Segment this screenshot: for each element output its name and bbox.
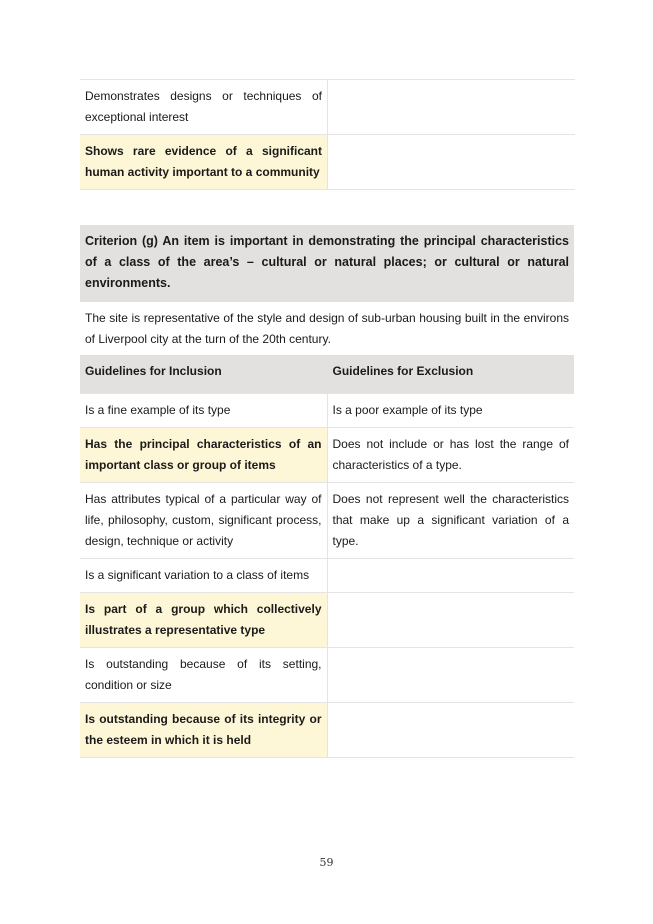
table-row	[80, 559, 574, 593]
page-number: 59	[319, 856, 334, 869]
inclusion-cell: Is a significant variation to a class of items	[80, 559, 327, 593]
exclusion-cell	[327, 593, 574, 648]
exclusion-cell: Does not represent well the characteristics that make up a significant variation of a type.	[327, 483, 574, 559]
criterion-g-table	[80, 225, 574, 758]
continued-guidelines-table	[80, 79, 575, 190]
table-row	[80, 593, 574, 648]
inclusion-cell: Shows rare evidence of a significant human activity important to a community	[80, 135, 328, 190]
exclusion-header: Guidelines for Exclusion	[327, 355, 574, 394]
column-header-row	[80, 355, 574, 394]
criterion-heading: Criterion (g) An item is important in demonstrating the principal characteristics of a class of the area’s – cultural or natural places; or cultural or natural environments.	[80, 225, 574, 302]
table-row	[80, 428, 574, 483]
inclusion-header: Guidelines for Inclusion	[80, 355, 327, 394]
inclusion-cell: Is part of a group which collectively illustrates a representative type	[80, 593, 327, 648]
criterion-heading-row	[80, 225, 574, 302]
site-statement-row	[80, 302, 574, 355]
inclusion-cell: Demonstrates designs or techniques of exceptional interest	[80, 80, 328, 135]
inclusion-cell: Is outstanding because of its integrity or the esteem in which it is held	[80, 703, 327, 758]
exclusion-cell	[328, 135, 576, 190]
table-row	[80, 703, 574, 758]
table-row	[80, 648, 574, 703]
exclusion-cell: Does not include or has lost the range of characteristics of a type.	[327, 428, 574, 483]
inclusion-cell: Is outstanding because of its setting, condition or size	[80, 648, 327, 703]
exclusion-cell	[327, 703, 574, 758]
table-row	[80, 394, 574, 428]
table-row	[80, 135, 575, 190]
exclusion-cell: Is a poor example of its type	[327, 394, 574, 428]
site-statement: The site is representative of the style and design of sub-urban housing built in the environs of Liverpool city at the turn of the 20th century.	[85, 311, 569, 346]
inclusion-cell: Has attributes typical of a particular way of life, philosophy, custom, significant process, design, technique or activity	[80, 483, 327, 559]
exclusion-cell	[327, 559, 574, 593]
table-row	[80, 80, 575, 135]
inclusion-cell: Has the principal characteristics of an important class or group of items	[80, 428, 327, 483]
table-row	[80, 483, 574, 559]
exclusion-cell	[328, 80, 576, 135]
inclusion-cell: Is a fine example of its type	[80, 394, 327, 428]
exclusion-cell	[327, 648, 574, 703]
